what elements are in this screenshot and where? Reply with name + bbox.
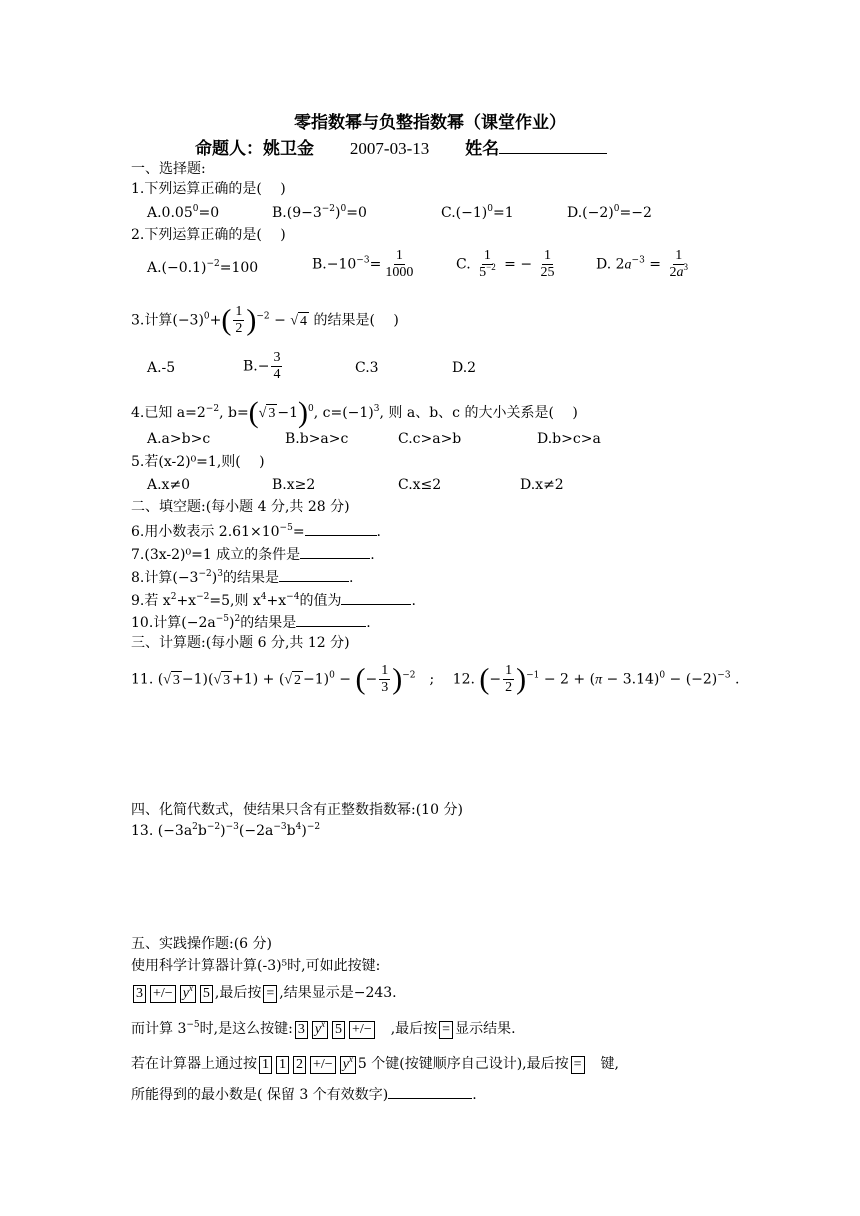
key-equals: = xyxy=(439,1021,453,1039)
q3-option-b: B.− $\frac{3}{4}$ xyxy=(243,350,281,382)
date: 2007-03-13 xyxy=(349,139,430,158)
author: 命题人：姚卫金 xyxy=(195,139,314,159)
q3-option-a: A.-5 xyxy=(147,360,176,376)
key-equals: = xyxy=(571,1056,585,1074)
key-plusminus: +/− xyxy=(150,985,176,1003)
key-equals: = xyxy=(263,985,277,1003)
q7: 7.(3x-2)⁰=1 成立的条件是 . xyxy=(131,544,375,564)
key-1: 1 xyxy=(259,1056,272,1074)
q4-option-d: D.b>c>a xyxy=(537,431,601,447)
key-5: 5 xyxy=(200,985,213,1003)
q4-stem: 4.已知 $a=2^{-2}$, b=(√ 3 −1)$^0$, $c=(-1)^3$, 则 a、b、c 的大小关系是( ) xyxy=(131,396,578,429)
q10-blank[interactable] xyxy=(296,612,366,627)
key-2: 2 xyxy=(293,1056,306,1074)
q14-blank[interactable] xyxy=(388,1084,472,1099)
q1-option-c: $C.(-1)^0=1$ xyxy=(441,204,514,221)
q6-blank[interactable] xyxy=(305,521,377,536)
key-3: 3 xyxy=(295,1021,308,1039)
q1-option-d: $D.(-2)^0=-2$ xyxy=(567,204,652,221)
key-plusminus: +/− xyxy=(349,1021,375,1039)
q5-stem: 5.若(x-2)⁰=1,则( ) xyxy=(131,454,265,470)
name-blank[interactable] xyxy=(499,139,607,154)
q3-option-c: C.3 xyxy=(355,360,379,376)
q14-intro: 使用科学计算器计算(-3)⁵时,可如此按键: xyxy=(131,958,381,974)
q8-blank[interactable] xyxy=(279,567,349,582)
q11-q12: 11. (√ 3 −1)(√ 3 +1) + (√ 2 −1)$^0$ − (− $\frac{1}{3}$ )$^{-2}$ ; 12. (− $\frac{1}{2}$ )$^{-1} - 2 + (\pi - 3.14)^0 - (-2)^{-3}$ . xyxy=(131,662,740,696)
q4-option-b: B.b>a>c xyxy=(285,431,349,447)
q3-stem: 3.计算$(-3)^0+$( $\frac{1}{2}$ )$^{-2}$ − √ 4 的结果是( ) xyxy=(131,303,399,337)
section-calc-heading: 三、计算题:(每小题 6 分,共 12 分) xyxy=(131,635,350,651)
key-1: 1 xyxy=(276,1056,289,1074)
q8: 8.计算$(-3^{-2})^3$的结果是 . xyxy=(131,569,354,586)
key-3: 3 xyxy=(133,985,146,1003)
q5-option-c: C.x≤2 xyxy=(398,477,442,493)
name-label: 姓名 xyxy=(465,139,637,159)
q1-option-a: $A.0.05^0=0$ xyxy=(147,204,220,221)
q4-option-a: A.a>b>c xyxy=(147,431,211,447)
q6: 6.用小数表示 $2.61\times 10^{-5}=$ . xyxy=(131,523,381,540)
q2-option-c: C. $\frac{1}{5^{-2}}$ = − $\frac{1}{25}$ xyxy=(456,248,555,280)
q2-option-a: $A.(-0.1)^{-2}=100$ xyxy=(147,259,259,276)
q7-blank[interactable] xyxy=(300,544,370,559)
key-power: $y^x$ xyxy=(312,1021,328,1039)
q5-option-a: A.x≠0 xyxy=(147,477,191,493)
key-power: $y^x$ xyxy=(340,1056,356,1074)
header-info xyxy=(195,134,637,159)
q2-option-d: D. $2a^{-3}$ = $\frac{1}{2a^3}$ xyxy=(596,248,688,280)
q2-stem: 2.下列运算正确的是( ) xyxy=(131,227,286,243)
q14-question: 所能得到的最小数是( 保留 3 个有效数字) . xyxy=(131,1084,477,1104)
q5-option-b: B.x≥2 xyxy=(272,477,316,493)
q1-stem: 1.下列运算正确的是( ) xyxy=(131,181,286,197)
q13: 13. $(-3a^2b^{-2})^{-3}(-2a^{-3}b^4)^{-2}$ xyxy=(131,822,321,839)
q9-blank[interactable] xyxy=(341,590,411,605)
key-plusminus: +/− xyxy=(310,1056,336,1074)
q1-option-b: $B.(9-3^{-2})^0=0$ xyxy=(272,204,367,221)
q14-task: 若在计算器上通过按 1 1 2 +/− $y^x$ 5 个键(按键顺序自己设计),最后按 = 键, xyxy=(131,1054,619,1072)
q14-keys-line: 3 +/− $y^x$ 5 ,最后按 = ,结果显示是−243. xyxy=(131,984,397,1003)
section-choice-heading: 一、选择题: xyxy=(131,161,206,177)
q5-option-d: D.x≠2 xyxy=(520,477,564,493)
page-title: 零指数幂与负整指数幂（课堂作业） xyxy=(294,113,566,133)
q9: 9.若 $x^2+x^{-2}=5$,则 $x^4+x^{-4}$的值为 . xyxy=(131,592,416,609)
section-fill-heading: 二、填空题:(每小题 4 分,共 28 分) xyxy=(131,499,350,515)
q4-option-c: C.c>a>b xyxy=(398,431,462,447)
section-simplify-heading: 四、化简代数式，使结果只含有正整数指数幂:(10 分) xyxy=(131,802,463,818)
q10: 10.计算$(-2a^{-5})^2$的结果是 . xyxy=(131,614,371,631)
q2-option-b: $B.-10^{-3}=$ $\frac{1}{1000}$ xyxy=(312,248,414,280)
key-5: 5 xyxy=(332,1021,345,1039)
key-power: $y^x$ xyxy=(180,985,196,1003)
q14-keys-line-2: 而计算 $3^{-5}$时,是这么按键: 3 $y^x$ 5 +/− ,最后按 = 显示结果. xyxy=(131,1019,516,1037)
q3-option-d: D.2 xyxy=(452,360,477,376)
section-practice-heading: 五、实践操作题:(6 分) xyxy=(131,936,272,952)
